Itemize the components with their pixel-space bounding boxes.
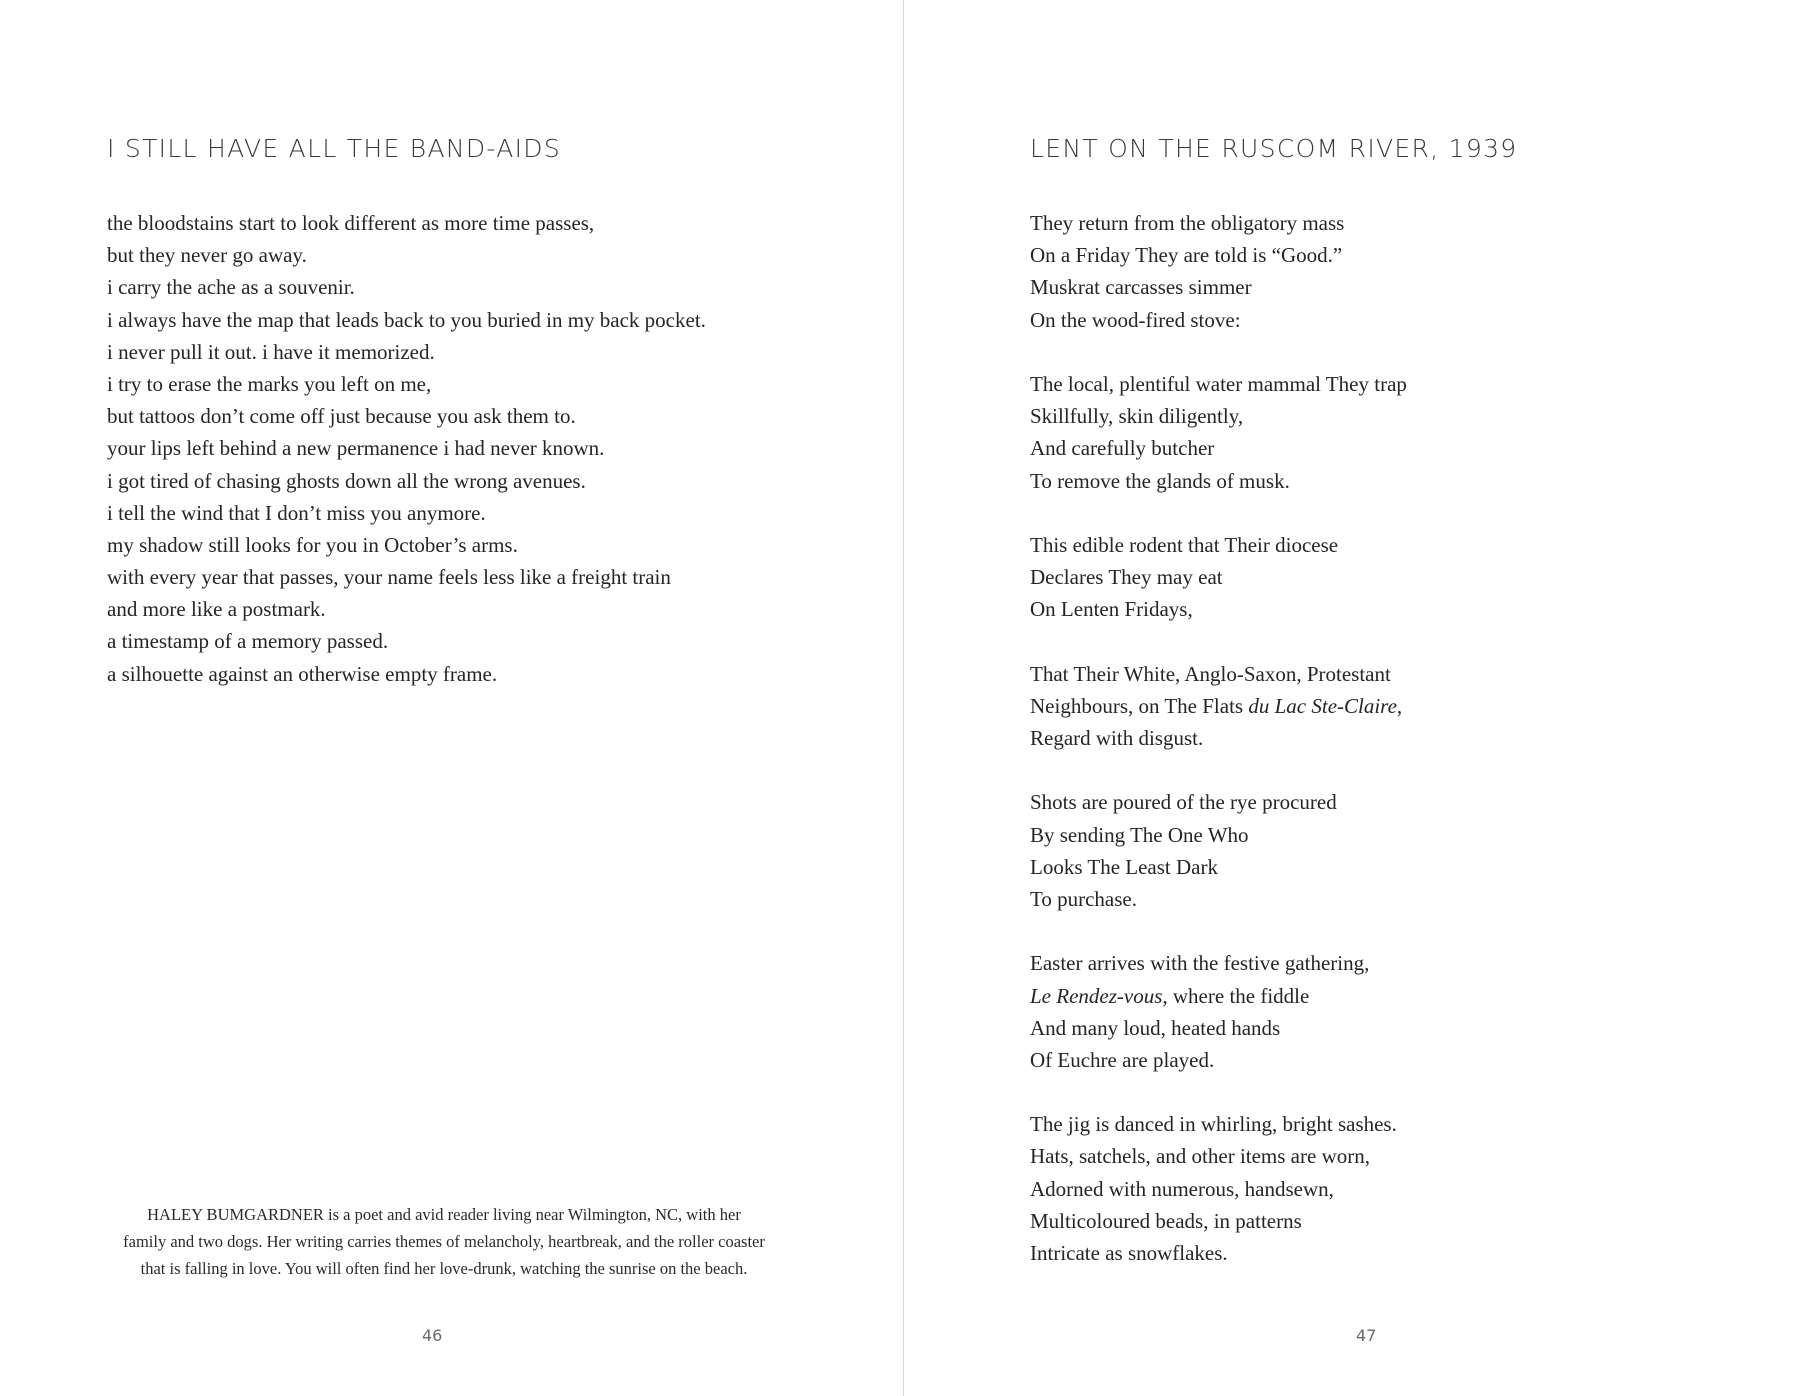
poem-line: Skillfully, skin diligently, xyxy=(1030,404,1244,429)
poem-line: The local, plentiful water mammal They trap xyxy=(1030,371,1407,396)
stanza-break xyxy=(1030,915,1770,947)
line-punctuation: , xyxy=(1396,693,1403,718)
poem-line: Of Euchre are played. xyxy=(1030,1047,1215,1072)
poem-line: And many loud, heated hands xyxy=(1030,1015,1281,1040)
poem-line: That Their White, Anglo-Saxon, Protestant xyxy=(1030,661,1391,686)
poem-line: By sending The One Who xyxy=(1030,822,1249,847)
page-number: 46 xyxy=(422,1326,443,1345)
poem-line: i carry the ache as a souvenir. xyxy=(107,275,355,300)
poem-line: On Lenten Fridays, xyxy=(1030,597,1193,622)
poem-line: and more like a postmark. xyxy=(107,597,326,622)
stanza-break xyxy=(1030,336,1770,368)
poem-line: Regard with disgust. xyxy=(1030,726,1204,750)
poem-line: my shadow still looks for you in October’s arms. xyxy=(107,532,518,557)
stanza-break xyxy=(1030,497,1770,529)
poem-line: They return from the obligatory mass xyxy=(1030,211,1345,235)
poem-line: Muskrat carcasses simmer xyxy=(1030,275,1252,300)
poem-line: Easter arrives with the festive gathering, xyxy=(1030,951,1370,976)
poem-line: i always have the map that leads back to you buried in my back pocket. xyxy=(107,307,706,332)
poem-line: To remove the glands of musk. xyxy=(1030,468,1290,493)
poem-line: your lips left behind a new permanence i had never known. xyxy=(107,436,605,461)
poem-line xyxy=(1030,690,1770,722)
author-bio xyxy=(100,1201,788,1282)
poem-line: Intricate as snowflakes. xyxy=(1030,1241,1228,1265)
bio-line: family and two dogs. Her writing carries themes of melancholy, heartbreak, and the roller coaster xyxy=(123,1232,765,1251)
poem-line: a silhouette against an otherwise empty frame. xyxy=(107,661,498,686)
poem-line: Hats, satchels, and other items are worn, xyxy=(1030,1144,1370,1169)
poem-title: I STILL HAVE ALL THE BAND-AIDS xyxy=(107,134,561,163)
poem-line: but they never go away. xyxy=(107,243,307,268)
poem-line: And carefully butcher xyxy=(1030,436,1215,461)
poem-line: To purchase. xyxy=(1030,886,1137,911)
poem-line xyxy=(1030,980,1770,1012)
poem-line: i never pull it out. i have it memorized. xyxy=(107,339,435,364)
right-page xyxy=(904,0,1811,1396)
poem-line: Adorned with numerous, handsewn, xyxy=(1030,1176,1334,1201)
poem-title: LENT ON THE RUSCOM RIVER, 1939 xyxy=(1030,134,1518,163)
poem-line: the bloodstains start to look different as more time passes, xyxy=(107,211,595,235)
poem-line: i try to erase the marks you left on me, xyxy=(107,371,432,396)
poem-line: a timestamp of a memory passed. xyxy=(107,629,389,654)
poem-line: i tell the wind that I don’t miss you anymore. xyxy=(107,500,486,525)
bio-line: HALEY BUMGARDNER is a poet and avid reader living near Wilmington, NC, with her xyxy=(147,1205,741,1224)
poem-line: Declares They may eat xyxy=(1030,565,1223,590)
poem-line: but tattoos don’t come off just because you ask them to. xyxy=(107,404,576,429)
stanza-break xyxy=(1030,1076,1770,1108)
line-text: where the fiddle xyxy=(1172,983,1310,1008)
italic-place-name: du Lac Ste-Claire xyxy=(1248,693,1397,718)
italic-event-name: Le Rendez-vous, xyxy=(1030,983,1168,1008)
poem-body xyxy=(1030,207,1770,1269)
poem-line: Shots are poured of the rye procured xyxy=(1030,790,1337,815)
poem-line: This edible rodent that Their diocese xyxy=(1030,532,1339,557)
poem-body xyxy=(107,207,827,690)
page-number: 47 xyxy=(1356,1326,1377,1345)
poem-line: On a Friday They are told is “Good.” xyxy=(1030,243,1343,268)
poem-line: Multicoloured beads, in patterns xyxy=(1030,1208,1302,1233)
poem-line: The jig is danced in whirling, bright sashes. xyxy=(1030,1112,1397,1137)
poem-line: with every year that passes, your name feels less like a freight train xyxy=(107,565,671,590)
stanza-break xyxy=(1030,754,1770,786)
left-page xyxy=(0,0,903,1396)
poem-line: i got tired of chasing ghosts down all the wrong avenues. xyxy=(107,468,586,493)
poem-line: Looks The Least Dark xyxy=(1030,854,1218,879)
poem-line: On the wood-fired stove: xyxy=(1030,307,1241,332)
stanza-break xyxy=(1030,625,1770,657)
line-text: Neighbours, on The Flats xyxy=(1030,693,1244,718)
bio-line: that is falling in love. You will often find her love-drunk, watching the sunrise on the beach. xyxy=(140,1259,748,1278)
